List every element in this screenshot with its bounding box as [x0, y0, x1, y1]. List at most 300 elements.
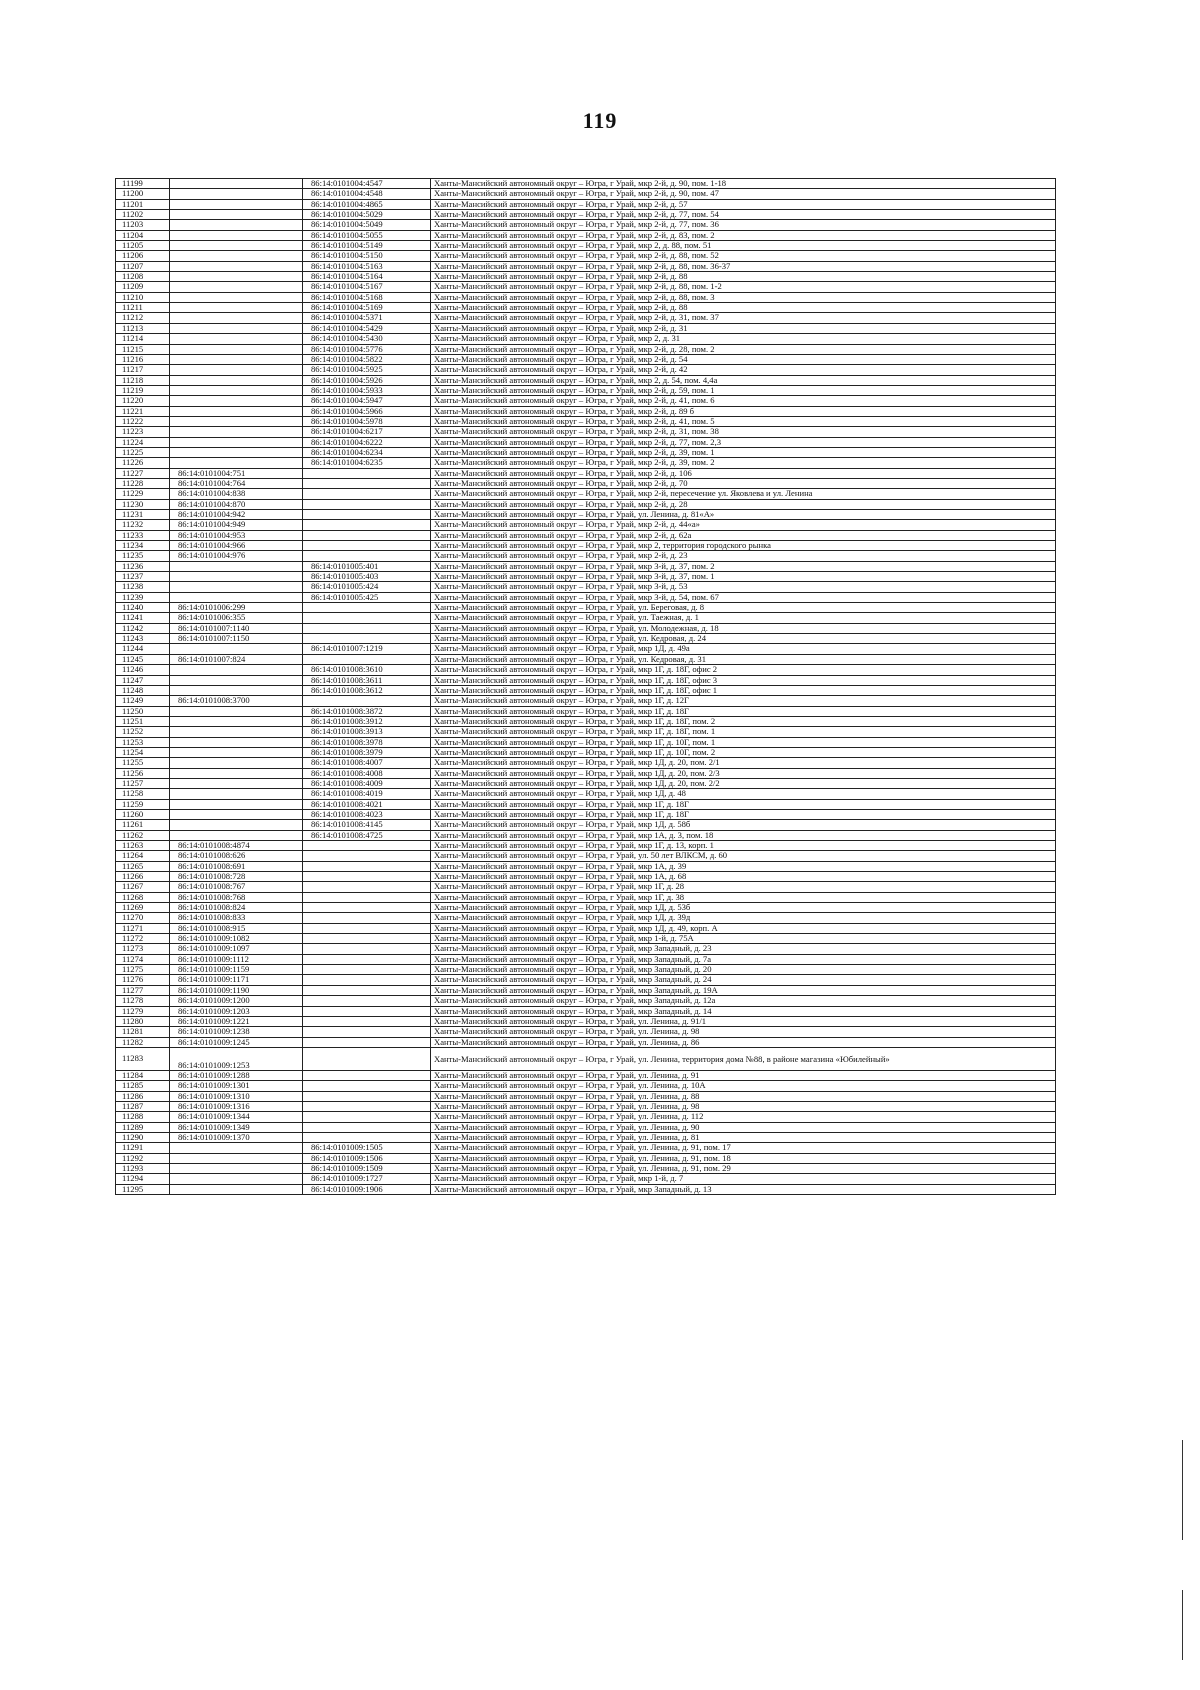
cadastral-number-cell: [170, 747, 303, 757]
cadastral-number-cell: [170, 778, 303, 788]
address-cell: Ханты-Мансийский автономный округ – Югра, г Урай, мкр 2-й, д. 23: [431, 551, 1056, 561]
row-number-cell: 11286: [116, 1091, 170, 1101]
cadastral-number-cell: 86:14:0101009:1316: [170, 1101, 303, 1111]
address-cell: Ханты-Мансийский автономный округ – Югра, г Урай, мкр 2-й, д. 39, пом. 2: [431, 458, 1056, 468]
table-row: [116, 1006, 1056, 1016]
table-row: [116, 510, 1056, 520]
premises-cadastral-cell: 86:14:0101008:4009: [303, 778, 431, 788]
table-row: [116, 272, 1056, 282]
table-row: [116, 1132, 1056, 1142]
row-number-cell: 11255: [116, 758, 170, 768]
table-row: [116, 985, 1056, 995]
row-number-cell: 11216: [116, 354, 170, 364]
row-number-cell: 11244: [116, 644, 170, 654]
address-cell: Ханты-Мансийский автономный округ – Югра, г Урай, ул. Ленина, д. 98: [431, 1027, 1056, 1037]
table-row: [116, 996, 1056, 1006]
cadastral-number-cell: [170, 727, 303, 737]
premises-cadastral-cell: 86:14:0101008:3979: [303, 747, 431, 757]
address-cell: Ханты-Мансийский автономный округ – Югра, г Урай, мкр 3-й, д. 37, пом. 1: [431, 572, 1056, 582]
table-row: [116, 1143, 1056, 1153]
cadastral-number-cell: 86:14:0101009:1349: [170, 1122, 303, 1132]
premises-cadastral-cell: 86:14:0101004:5371: [303, 313, 431, 323]
table-row: [116, 768, 1056, 778]
table-row: [116, 1016, 1056, 1026]
row-number-cell: 11259: [116, 799, 170, 809]
address-cell: Ханты-Мансийский автономный округ – Югра, г Урай, ул. Кедровая, д. 24: [431, 634, 1056, 644]
premises-cadastral-cell: [303, 903, 431, 913]
table-row: [116, 1027, 1056, 1037]
table-row: [116, 582, 1056, 592]
address-cell: Ханты-Мансийский автономный округ – Югра, г Урай, мкр Западный, д. 13: [431, 1184, 1056, 1194]
cadastral-number-cell: 86:14:0101008:728: [170, 872, 303, 882]
address-cell: Ханты-Мансийский автономный округ – Югра, г Урай, мкр 1Д, д. 49а: [431, 644, 1056, 654]
address-cell: Ханты-Мансийский автономный округ – Югра, г Урай, мкр 2-й, д. 39, пом. 1: [431, 447, 1056, 457]
address-cell: Ханты-Мансийский автономный округ – Югра, г Урай, мкр 2-й, д. 28, пом. 2: [431, 344, 1056, 354]
premises-cadastral-cell: 86:14:0101008:4008: [303, 768, 431, 778]
cadastral-number-cell: [170, 685, 303, 695]
premises-cadastral-cell: [303, 603, 431, 613]
cadastral-number-cell: 86:14:0101006:355: [170, 613, 303, 623]
row-number-cell: 11227: [116, 468, 170, 478]
table-row: [116, 1070, 1056, 1080]
table-row: [116, 344, 1056, 354]
cadastral-number-cell: [170, 644, 303, 654]
row-number-cell: 11267: [116, 882, 170, 892]
row-number-cell: 11200: [116, 189, 170, 199]
premises-cadastral-cell: 86:14:0101005:403: [303, 572, 431, 582]
table-row: [116, 861, 1056, 871]
premises-cadastral-cell: 86:14:0101005:424: [303, 582, 431, 592]
row-number-cell: 11291: [116, 1143, 170, 1153]
table-row: [116, 572, 1056, 582]
cadastral-number-cell: [170, 799, 303, 809]
cadastral-number-cell: 86:14:0101008:833: [170, 913, 303, 923]
row-number-cell: 11204: [116, 230, 170, 240]
table-row: [116, 427, 1056, 437]
cadastral-number-cell: 86:14:0101009:1190: [170, 985, 303, 995]
row-number-cell: 11279: [116, 1006, 170, 1016]
cadastral-number-cell: [170, 809, 303, 819]
address-cell: Ханты-Мансийский автономный округ – Югра, г Урай, мкр 2-й, д. 62а: [431, 530, 1056, 540]
cadastral-number-cell: [170, 282, 303, 292]
address-cell: Ханты-Мансийский автономный округ – Югра, г Урай, мкр 2-й, д. 88: [431, 303, 1056, 313]
address-cell: Ханты-Мансийский автономный округ – Югра, г Урай, мкр 1Г, д. 38: [431, 892, 1056, 902]
premises-cadastral-cell: [303, 530, 431, 540]
row-number-cell: 11270: [116, 913, 170, 923]
cadastral-number-cell: 86:14:0101009:1082: [170, 934, 303, 944]
address-cell: Ханты-Мансийский автономный округ – Югра, г Урай, мкр 2-й, д. 77, пом. 2,3: [431, 437, 1056, 447]
address-cell: Ханты-Мансийский автономный округ – Югра, г Урай, мкр 2, д. 54, пом. 4,4а: [431, 375, 1056, 385]
premises-cadastral-cell: 86:14:0101004:5966: [303, 406, 431, 416]
address-cell: Ханты-Мансийский автономный округ – Югра, г Урай, мкр 2-й, д. 88, пом. 3: [431, 292, 1056, 302]
premises-cadastral-cell: [303, 923, 431, 933]
premises-cadastral-cell: [303, 861, 431, 871]
address-cell: Ханты-Мансийский автономный округ – Югра, г Урай, ул. Ленина, д. 91, пом. 17: [431, 1143, 1056, 1153]
row-number-cell: 11234: [116, 541, 170, 551]
margin-mark: [1182, 1440, 1183, 1540]
premises-cadastral-cell: [303, 696, 431, 706]
premises-cadastral-cell: 86:14:0101008:3978: [303, 737, 431, 747]
address-cell: Ханты-Мансийский автономный округ – Югра, г Урай, мкр 1-й, д. 7: [431, 1174, 1056, 1184]
table-row: [116, 851, 1056, 861]
row-number-cell: 11228: [116, 478, 170, 488]
table-row: [116, 1101, 1056, 1111]
row-number-cell: 11263: [116, 841, 170, 851]
row-number-cell: 11262: [116, 830, 170, 840]
cadastral-number-cell: 86:14:0101008:691: [170, 861, 303, 871]
row-number-cell: 11282: [116, 1037, 170, 1047]
cadastral-number-cell: 86:14:0101007:824: [170, 654, 303, 664]
row-number-cell: 11229: [116, 489, 170, 499]
premises-cadastral-cell: [303, 613, 431, 623]
table-row: [116, 1163, 1056, 1173]
premises-cadastral-cell: 86:14:0101004:5167: [303, 282, 431, 292]
address-cell: Ханты-Мансийский автономный округ – Югра, г Урай, ул. Ленина, д. 112: [431, 1112, 1056, 1122]
premises-cadastral-cell: [303, 872, 431, 882]
cadastral-number-cell: 86:14:0101009:1301: [170, 1081, 303, 1091]
row-number-cell: 11220: [116, 396, 170, 406]
cadastral-number-cell: [170, 447, 303, 457]
row-number-cell: 11268: [116, 892, 170, 902]
table-row: [116, 1184, 1056, 1194]
row-number-cell: 11280: [116, 1016, 170, 1026]
premises-cadastral-cell: 86:14:0101004:6234: [303, 447, 431, 457]
cadastral-number-cell: [170, 820, 303, 830]
cadastral-number-cell: 86:14:0101009:1203: [170, 1006, 303, 1016]
row-number-cell: 11257: [116, 778, 170, 788]
cadastral-number-cell: [170, 189, 303, 199]
table-row: [116, 613, 1056, 623]
address-cell: Ханты-Мансийский автономный округ – Югра, г Урай, мкр 1Д, д. 53б: [431, 903, 1056, 913]
address-cell: Ханты-Мансийский автономный округ – Югра, г Урай, мкр Западный, д. 23: [431, 944, 1056, 954]
premises-cadastral-cell: [303, 1070, 431, 1080]
cadastral-number-cell: 86:14:0101009:1245: [170, 1037, 303, 1047]
premises-cadastral-cell: [303, 1112, 431, 1122]
address-cell: Ханты-Мансийский автономный округ – Югра, г Урай, мкр 1Д, д. 49, корп. А: [431, 923, 1056, 933]
address-cell: Ханты-Мансийский автономный округ – Югра, г Урай, ул. Молодежная, д. 18: [431, 623, 1056, 633]
address-cell: Ханты-Мансийский автономный округ – Югра, г Урай, мкр 2-й, д. 59, пом. 1: [431, 385, 1056, 395]
cadastral-number-cell: [170, 344, 303, 354]
cadastral-number-cell: 86:14:0101004:953: [170, 530, 303, 540]
registry-table: [115, 178, 1056, 1195]
premises-cadastral-cell: 86:14:0101004:6222: [303, 437, 431, 447]
address-cell: Ханты-Мансийский автономный округ – Югра, г Урай, мкр 1Д, д. 39д: [431, 913, 1056, 923]
cadastral-number-cell: [170, 437, 303, 447]
table-row: [116, 634, 1056, 644]
table-row: [116, 468, 1056, 478]
premises-cadastral-cell: [303, 520, 431, 530]
address-cell: Ханты-Мансийский автономный округ – Югра, г Урай, мкр 2-й, д. 88: [431, 272, 1056, 282]
table-row: [116, 179, 1056, 189]
cadastral-number-cell: [170, 261, 303, 271]
address-cell: Ханты-Мансийский автономный округ – Югра, г Урай, мкр 1Г, д. 18Г, пом. 1: [431, 727, 1056, 737]
row-number-cell: 11230: [116, 499, 170, 509]
address-cell: Ханты-Мансийский автономный округ – Югра, г Урай, мкр 2-й, д. 41, пом. 5: [431, 416, 1056, 426]
cadastral-number-cell: [170, 1143, 303, 1153]
row-number-cell: 11248: [116, 685, 170, 695]
address-cell: Ханты-Мансийский автономный округ – Югра, г Урай, мкр 1Г, д. 10Г, пом. 1: [431, 737, 1056, 747]
premises-cadastral-cell: 86:14:0101008:3610: [303, 665, 431, 675]
table-row: [116, 1091, 1056, 1101]
row-number-cell: 11258: [116, 789, 170, 799]
address-cell: Ханты-Мансийский автономный округ – Югра, г Урай, ул. Береговая, д. 8: [431, 603, 1056, 613]
premises-cadastral-cell: [303, 1027, 431, 1037]
row-number-cell: 11214: [116, 334, 170, 344]
premises-cadastral-cell: [303, 965, 431, 975]
premises-cadastral-cell: 86:14:0101009:1505: [303, 1143, 431, 1153]
cadastral-number-cell: [170, 272, 303, 282]
premises-cadastral-cell: 86:14:0101004:5168: [303, 292, 431, 302]
address-cell: Ханты-Мансийский автономный округ – Югра, г Урай, мкр 1Д, д. 48: [431, 789, 1056, 799]
premises-cadastral-cell: 86:14:0101009:1509: [303, 1163, 431, 1173]
premises-cadastral-cell: 86:14:0101005:425: [303, 592, 431, 602]
table-row: [116, 541, 1056, 551]
row-number-cell: 11252: [116, 727, 170, 737]
premises-cadastral-cell: 86:14:0101008:3612: [303, 685, 431, 695]
address-cell: Ханты-Мансийский автономный округ – Югра, г Урай, мкр 2-й, д. 70: [431, 478, 1056, 488]
address-cell: Ханты-Мансийский автономный округ – Югра, г Урай, ул. Кедровая, д. 31: [431, 654, 1056, 664]
cadastral-number-cell: 86:14:0101008:824: [170, 903, 303, 913]
premises-cadastral-cell: [303, 634, 431, 644]
table-row: [116, 416, 1056, 426]
address-cell: Ханты-Мансийский автономный округ – Югра, г Урай, мкр Западный, д. 24: [431, 975, 1056, 985]
cadastral-number-cell: [170, 365, 303, 375]
address-cell: Ханты-Мансийский автономный округ – Югра, г Урай, мкр 2-й, д. 90, пом. 47: [431, 189, 1056, 199]
premises-cadastral-cell: [303, 851, 431, 861]
table-row: [116, 1081, 1056, 1091]
row-number-cell: 11293: [116, 1163, 170, 1173]
table-row: [116, 210, 1056, 220]
row-number-cell: 11215: [116, 344, 170, 354]
row-number-cell: 11274: [116, 954, 170, 964]
row-number-cell: 11289: [116, 1122, 170, 1132]
cadastral-number-cell: [170, 241, 303, 251]
table-row: [116, 809, 1056, 819]
premises-cadastral-cell: [303, 985, 431, 995]
table-row: [116, 1174, 1056, 1184]
address-cell: Ханты-Мансийский автономный округ – Югра, г Урай, ул. Ленина, д. 91: [431, 1070, 1056, 1080]
table-row: [116, 665, 1056, 675]
address-cell: Ханты-Мансийский автономный округ – Югра, г Урай, мкр 2-й, д. 31, пом. 37: [431, 313, 1056, 323]
cadastral-number-cell: 86:14:0101004:838: [170, 489, 303, 499]
table-row: [116, 1122, 1056, 1132]
address-cell: Ханты-Мансийский автономный округ – Югра, г Урай, мкр 1Д, д. 20, пом. 2/1: [431, 758, 1056, 768]
premises-cadastral-cell: 86:14:0101004:5947: [303, 396, 431, 406]
premises-cadastral-cell: [303, 510, 431, 520]
address-cell: Ханты-Мансийский автономный округ – Югра, г Урай, ул. 50 лет ВЛКСМ, д. 60: [431, 851, 1056, 861]
table-row: [116, 603, 1056, 613]
cadastral-number-cell: 86:14:0101009:1370: [170, 1132, 303, 1142]
row-number-cell: 11292: [116, 1153, 170, 1163]
cadastral-number-cell: [170, 334, 303, 344]
address-cell: Ханты-Мансийский автономный округ – Югра, г Урай, мкр 1Г, д. 18Г: [431, 799, 1056, 809]
cadastral-number-cell: [170, 385, 303, 395]
cadastral-number-cell: [170, 179, 303, 189]
table-row: [116, 230, 1056, 240]
premises-cadastral-cell: [303, 1132, 431, 1142]
premises-cadastral-cell: 86:14:0101008:4023: [303, 809, 431, 819]
address-cell: Ханты-Мансийский автономный округ – Югра, г Урай, мкр 1Г, д. 18Г, пом. 2: [431, 716, 1056, 726]
row-number-cell: 11199: [116, 179, 170, 189]
premises-cadastral-cell: [303, 489, 431, 499]
row-number-cell: 11222: [116, 416, 170, 426]
cadastral-number-cell: 86:14:0101009:1221: [170, 1016, 303, 1026]
cadastral-number-cell: 86:14:0101004:764: [170, 478, 303, 488]
address-cell: Ханты-Мансийский автономный округ – Югра, г Урай, ул. Ленина, территория дома №88, в районе магазина «Юбилейный»: [431, 1047, 1056, 1070]
row-number-cell: 11249: [116, 696, 170, 706]
premises-cadastral-cell: 86:14:0101007:1219: [303, 644, 431, 654]
row-number-cell: 11250: [116, 706, 170, 716]
cadastral-number-cell: 86:14:0101008:3700: [170, 696, 303, 706]
premises-cadastral-cell: [303, 841, 431, 851]
table-row: [116, 1037, 1056, 1047]
address-cell: Ханты-Мансийский автономный округ – Югра, г Урай, мкр 2, территория городского рынка: [431, 541, 1056, 551]
premises-cadastral-cell: 86:14:0101004:5164: [303, 272, 431, 282]
cadastral-number-cell: 86:14:0101004:966: [170, 541, 303, 551]
premises-cadastral-cell: [303, 882, 431, 892]
premises-cadastral-cell: [303, 551, 431, 561]
row-number-cell: 11206: [116, 251, 170, 261]
premises-cadastral-cell: 86:14:0101004:5169: [303, 303, 431, 313]
address-cell: Ханты-Мансийский автономный округ – Югра, г Урай, мкр 2-й, д. 90, пом. 1-18: [431, 179, 1056, 189]
address-cell: Ханты-Мансийский автономный округ – Югра, г Урай, мкр 2-й, д. 106: [431, 468, 1056, 478]
table-row: [116, 220, 1056, 230]
premises-cadastral-cell: [303, 892, 431, 902]
address-cell: Ханты-Мансийский автономный округ – Югра, г Урай, мкр 2-й, д. 28: [431, 499, 1056, 509]
cadastral-number-cell: 86:14:0101009:1171: [170, 975, 303, 985]
premises-cadastral-cell: 86:14:0101004:4548: [303, 189, 431, 199]
premises-cadastral-cell: [303, 468, 431, 478]
row-number-cell: 11290: [116, 1132, 170, 1142]
premises-cadastral-cell: 86:14:0101004:5029: [303, 210, 431, 220]
table-row: [116, 365, 1056, 375]
premises-cadastral-cell: 86:14:0101004:5978: [303, 416, 431, 426]
cadastral-number-cell: 86:14:0101009:1200: [170, 996, 303, 1006]
address-cell: Ханты-Мансийский автономный округ – Югра, г Урай, мкр 2-й, д. 54: [431, 354, 1056, 364]
cadastral-number-cell: [170, 675, 303, 685]
premises-cadastral-cell: [303, 1006, 431, 1016]
row-number-cell: 11201: [116, 199, 170, 209]
address-cell: Ханты-Мансийский автономный округ – Югра, г Урай, мкр 1А, д. 3, пом. 18: [431, 830, 1056, 840]
address-cell: Ханты-Мансийский автономный округ – Югра, г Урай, мкр 1Д, д. 58б: [431, 820, 1056, 830]
address-cell: Ханты-Мансийский автономный округ – Югра, г Урай, мкр 1Г, д. 18Г, офис 3: [431, 675, 1056, 685]
row-number-cell: 11203: [116, 220, 170, 230]
address-cell: Ханты-Мансийский автономный округ – Югра, г Урай, мкр 1Г, д. 18Г: [431, 706, 1056, 716]
address-cell: Ханты-Мансийский автономный округ – Югра, г Урай, мкр 1А, д. 68: [431, 872, 1056, 882]
cadastral-number-cell: [170, 303, 303, 313]
premises-cadastral-cell: 86:14:0101008:3913: [303, 727, 431, 737]
cadastral-number-cell: [170, 323, 303, 333]
premises-cadastral-cell: 86:14:0101008:4007: [303, 758, 431, 768]
address-cell: Ханты-Мансийский автономный округ – Югра, г Урай, мкр 1Г, д. 18Г, офис 1: [431, 685, 1056, 695]
cadastral-number-cell: [170, 582, 303, 592]
row-number-cell: 11277: [116, 985, 170, 995]
row-number-cell: 11210: [116, 292, 170, 302]
cadastral-number-cell: 86:14:0101008:915: [170, 923, 303, 933]
table-row: [116, 716, 1056, 726]
row-number-cell: 11283: [116, 1047, 170, 1070]
premises-cadastral-cell: [303, 478, 431, 488]
address-cell: Ханты-Мансийский автономный округ – Югра, г Урай, мкр 3-й, д. 54, пом. 67: [431, 592, 1056, 602]
cadastral-number-cell: [170, 375, 303, 385]
table-row: [116, 520, 1056, 530]
address-cell: Ханты-Мансийский автономный округ – Югра, г Урай, мкр 2-й, д. 88, пом. 36-37: [431, 261, 1056, 271]
premises-cadastral-cell: 86:14:0101004:5822: [303, 354, 431, 364]
table-row: [116, 261, 1056, 271]
row-number-cell: 11243: [116, 634, 170, 644]
cadastral-number-cell: [170, 416, 303, 426]
row-number-cell: 11294: [116, 1174, 170, 1184]
table-row: [116, 934, 1056, 944]
table-row: [116, 892, 1056, 902]
premises-cadastral-cell: 86:14:0101008:4021: [303, 799, 431, 809]
address-cell: Ханты-Мансийский автономный округ – Югра, г Урай, мкр 2, д. 31: [431, 334, 1056, 344]
row-number-cell: 11217: [116, 365, 170, 375]
address-cell: Ханты-Мансийский автономный округ – Югра, г Урай, мкр 2-й, д. 89 б: [431, 406, 1056, 416]
row-number-cell: 11256: [116, 768, 170, 778]
cadastral-number-cell: 86:14:0101009:1112: [170, 954, 303, 964]
cadastral-number-cell: 86:14:0101004:976: [170, 551, 303, 561]
table-row: [116, 747, 1056, 757]
address-cell: Ханты-Мансийский автономный округ – Югра, г Урай, мкр Западный, д. 14: [431, 1006, 1056, 1016]
premises-cadastral-cell: 86:14:0101004:5150: [303, 251, 431, 261]
premises-cadastral-cell: 86:14:0101008:4019: [303, 789, 431, 799]
row-number-cell: 11208: [116, 272, 170, 282]
cadastral-number-cell: 86:14:0101009:1253: [170, 1047, 303, 1070]
table-row: [116, 789, 1056, 799]
premises-cadastral-cell: 86:14:0101009:1506: [303, 1153, 431, 1163]
table-row: [116, 489, 1056, 499]
table-row: [116, 882, 1056, 892]
table-row: [116, 954, 1056, 964]
table-row: [116, 965, 1056, 975]
premises-cadastral-cell: [303, 975, 431, 985]
address-cell: Ханты-Мансийский автономный округ – Югра, г Урай, мкр Западный, д. 7а: [431, 954, 1056, 964]
address-cell: Ханты-Мансийский автономный округ – Югра, г Урай, мкр 2-й, д. 44«а»: [431, 520, 1056, 530]
premises-cadastral-cell: 86:14:0101009:1906: [303, 1184, 431, 1194]
premises-cadastral-cell: 86:14:0101008:3611: [303, 675, 431, 685]
table-row: [116, 903, 1056, 913]
premises-cadastral-cell: 86:14:0101004:5049: [303, 220, 431, 230]
row-number-cell: 11235: [116, 551, 170, 561]
address-cell: Ханты-Мансийский автономный округ – Югра, г Урай, мкр 3-й, д. 53: [431, 582, 1056, 592]
address-cell: Ханты-Мансийский автономный округ – Югра, г Урай, мкр Западный, д. 20: [431, 965, 1056, 975]
cadastral-number-cell: [170, 396, 303, 406]
cadastral-number-cell: [170, 758, 303, 768]
table-row: [116, 396, 1056, 406]
address-cell: Ханты-Мансийский автономный округ – Югра, г Урай, мкр 1Г, д. 12Г: [431, 696, 1056, 706]
address-cell: Ханты-Мансийский автономный округ – Югра, г Урай, ул. Ленина, д. 81«А»: [431, 510, 1056, 520]
row-number-cell: 11219: [116, 385, 170, 395]
address-cell: Ханты-Мансийский автономный округ – Югра, г Урай, мкр 1Д, д. 20, пом. 2/3: [431, 768, 1056, 778]
table-row: [116, 323, 1056, 333]
address-cell: Ханты-Мансийский автономный округ – Югра, г Урай, мкр 1Г, д. 10Г, пом. 2: [431, 747, 1056, 757]
row-number-cell: 11209: [116, 282, 170, 292]
premises-cadastral-cell: 86:14:0101004:5163: [303, 261, 431, 271]
address-cell: Ханты-Мансийский автономный округ – Югра, г Урай, мкр 2-й, д. 88, пом. 1-2: [431, 282, 1056, 292]
cadastral-number-cell: [170, 572, 303, 582]
address-cell: Ханты-Мансийский автономный округ – Югра, г Урай, мкр 2-й, д. 41, пом. 6: [431, 396, 1056, 406]
address-cell: Ханты-Мансийский автономный округ – Югра, г Урай, мкр 1-й, д. 75А: [431, 934, 1056, 944]
row-number-cell: 11236: [116, 561, 170, 571]
row-number-cell: 11295: [116, 1184, 170, 1194]
table-row: [116, 241, 1056, 251]
premises-cadastral-cell: 86:14:0101004:4865: [303, 199, 431, 209]
table-row: [116, 251, 1056, 261]
address-cell: Ханты-Мансийский автономный округ – Югра, г Урай, мкр 2-й, д. 57: [431, 199, 1056, 209]
table-row: [116, 334, 1056, 344]
premises-cadastral-cell: [303, 1047, 431, 1070]
